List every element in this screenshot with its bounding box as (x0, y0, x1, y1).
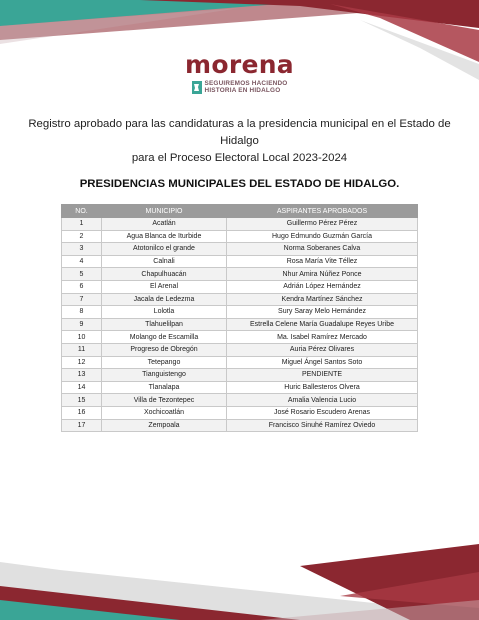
slogan-line-2: HISTORIA EN HIDALGO (204, 87, 281, 94)
table-row (62, 419, 418, 432)
cell-number: 11 (62, 343, 102, 356)
cell-candidate: Guillermo Pérez Pérez (227, 218, 418, 231)
table-row (62, 293, 418, 306)
cell-municipality: Tianguistengo (102, 369, 227, 382)
cell-candidate: Nhur Amira Núñez Ponce (227, 268, 418, 281)
cell-candidate: Rosa María Vite Téllez (227, 255, 418, 268)
map-badge-icon (192, 81, 202, 94)
cell-number: 5 (62, 268, 102, 281)
cell-municipality: Calnali (102, 255, 227, 268)
slogan-line-1: SEGUIREMOS HACIENDO (204, 80, 288, 87)
intro-line-2: para el Proceso Electoral Local 2023-2024 (131, 152, 348, 164)
cell-number: 16 (62, 406, 102, 419)
cell-number: 2 (62, 230, 102, 243)
cell-candidate: Kendra Martínez Sánchez (227, 293, 418, 306)
cell-number: 3 (62, 243, 102, 256)
table-row (62, 280, 418, 293)
section-heading: PRESIDENCIAS MUNICIPALES DEL ESTADO DE HIDALGO. (79, 178, 400, 190)
cell-candidate: PENDIENTE (227, 369, 418, 382)
cell-number: 17 (62, 419, 102, 432)
cell-municipality: Tlanalapa (102, 381, 227, 394)
cell-municipality: Tlahuelilpan (102, 318, 227, 331)
header-municipality: MUNICIPIO (102, 205, 227, 218)
cell-candidate: Ma. Isabel Ramírez Mercado (227, 331, 418, 344)
cell-candidate: Francisco Sinuhé Ramírez Oviedo (227, 419, 418, 432)
cell-candidate: Huric Ballesteros Olvera (227, 381, 418, 394)
cell-municipality: Molango de Escamilla (102, 331, 227, 344)
party-logo (0, 52, 479, 97)
table-row (62, 394, 418, 407)
cell-candidate: Auria Pérez Olivares (227, 343, 418, 356)
cell-number: 1 (62, 218, 102, 231)
table-header-row (62, 205, 418, 218)
table-row (62, 218, 418, 231)
table-row (62, 230, 418, 243)
cell-municipality: Progreso de Obregón (102, 343, 227, 356)
cell-number: 4 (62, 255, 102, 268)
logo-wordmark: morena (185, 50, 294, 79)
cell-municipality: Atotonilco el grande (102, 243, 227, 256)
cell-number: 12 (62, 356, 102, 369)
table-row (62, 356, 418, 369)
cell-number: 10 (62, 331, 102, 344)
cell-municipality: Lolotla (102, 306, 227, 319)
cell-number: 8 (62, 306, 102, 319)
table-row (62, 306, 418, 319)
cell-municipality: Acatlán (102, 218, 227, 231)
cell-municipality: Agua Blanca de Iturbide (102, 230, 227, 243)
cell-number: 15 (62, 394, 102, 407)
table-row (62, 243, 418, 256)
table-row (62, 268, 418, 281)
cell-municipality: Jacala de Ledezma (102, 293, 227, 306)
cell-candidate: Hugo Edmundo Guzmán García (227, 230, 418, 243)
table-row (62, 381, 418, 394)
cell-municipality: Xochicoatlán (102, 406, 227, 419)
table-row (62, 343, 418, 356)
header-number: NO. (62, 205, 102, 218)
table-row (62, 255, 418, 268)
cell-candidate: Amalia Valencia Lucio (227, 394, 418, 407)
table-row (62, 406, 418, 419)
candidates-table (61, 204, 418, 432)
header-candidates: ASPIRANTES APROBADOS (227, 205, 418, 218)
cell-municipality: Chapulhuacán (102, 268, 227, 281)
cell-number: 9 (62, 318, 102, 331)
cell-number: 14 (62, 381, 102, 394)
cell-municipality: El Arenal (102, 280, 227, 293)
table-row (62, 369, 418, 382)
logo-slogan (192, 80, 288, 94)
cell-number: 7 (62, 293, 102, 306)
cell-municipality: Villa de Tezontepec (102, 394, 227, 407)
cell-number: 6 (62, 280, 102, 293)
table-row (62, 318, 418, 331)
cell-candidate: José Rosario Escudero Arenas (227, 406, 418, 419)
cell-municipality: Tetepango (102, 356, 227, 369)
intro-text (20, 116, 459, 167)
table-row (62, 331, 418, 344)
cell-candidate: Miguel Ángel Santos Soto (227, 356, 418, 369)
cell-municipality: Zempoala (102, 419, 227, 432)
intro-line-1: Registro aprobado para las candidaturas a la presidencia municipal en el Estado de Hidalgo (28, 118, 451, 147)
cell-candidate: Adrián López Hernández (227, 280, 418, 293)
cell-candidate: Sury Saray Melo Hernández (227, 306, 418, 319)
cell-candidate: Norma Soberanes Calva (227, 243, 418, 256)
cell-number: 13 (62, 369, 102, 382)
cell-candidate: Estrella Celene María Guadalupe Reyes Uribe (227, 318, 418, 331)
